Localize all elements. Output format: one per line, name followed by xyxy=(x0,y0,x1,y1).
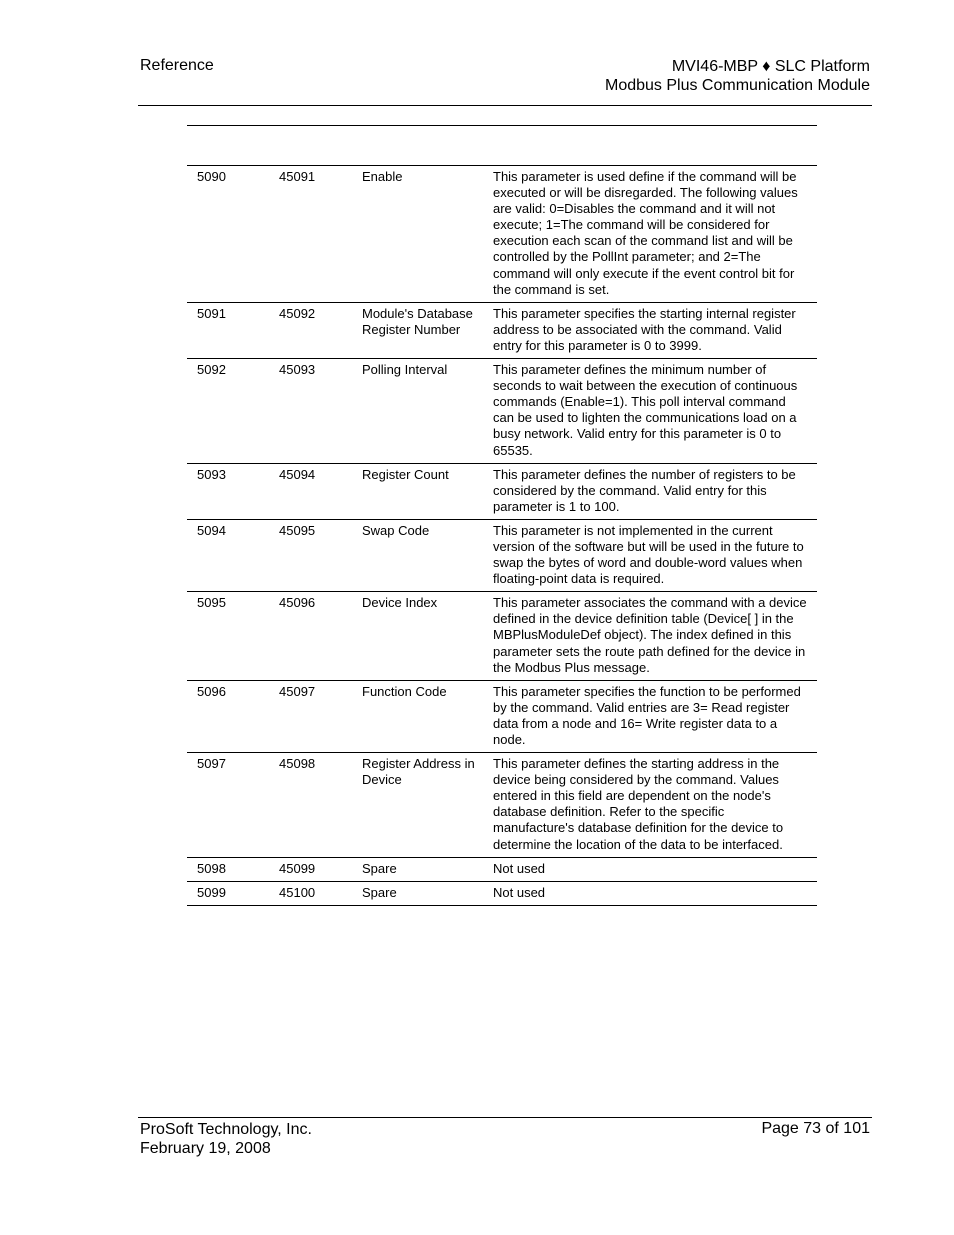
row-address: 45097 xyxy=(279,683,316,699)
row-address: 45093 xyxy=(279,362,316,378)
row-offset: 5098 xyxy=(197,860,226,876)
row-description: This parameter defines the starting address in the device being considered by the command. Values entered in this field are dependent on the node's database definition. Refer to the specific manufacture's database definition for the device to determine the location of the data to be interfaced. xyxy=(493,756,784,852)
row-offset: 5094 xyxy=(197,522,226,538)
row-description: This parameter associates the command with a device defined in the device definition table (Device[ ] in the MBPlusModuleDef object). The index defined in this parameter sets the route path defined for the device in the Modbus Plus message. xyxy=(493,595,807,675)
row-name: Module's Database Register Number xyxy=(362,305,473,337)
row-name: Function Code xyxy=(362,683,447,699)
header-divider xyxy=(138,105,872,106)
row-name: Device Index xyxy=(362,595,438,611)
row-address: 45100 xyxy=(279,884,316,900)
table-top-divider xyxy=(187,125,817,126)
row-name: Swap Code xyxy=(362,522,430,538)
row-name: Spare xyxy=(362,884,397,900)
row-offset: 5099 xyxy=(197,884,226,900)
header-product-line: MVI46-MBP ♦ SLC Platform xyxy=(671,58,870,75)
row-name: Register Address in Device xyxy=(362,756,475,788)
row-description: Not used xyxy=(493,884,546,900)
table-row xyxy=(187,302,817,358)
row-address: 45095 xyxy=(279,522,316,538)
footer-date: February 19, 2008 xyxy=(140,1140,271,1157)
row-description: This parameter specifies the function to be performed by the command. Valid entries are 3= Read register data from a node and 16= Write register data to a node. xyxy=(493,683,801,747)
table-row xyxy=(187,753,817,858)
row-name: Polling Interval xyxy=(362,362,448,378)
row-address: 45092 xyxy=(279,305,316,321)
row-description: Not used xyxy=(493,860,546,876)
row-description: This parameter is used define if the command will be executed or will be disregarded. The following values are valid: 0=Disables the command and it will not execute; 1=The command will be considered for execution each scan of the command list and will be controlled by the PollInt parameter; and 2=The command will only execute if the event control bit for the command is set. xyxy=(493,169,798,297)
table-row xyxy=(187,166,817,303)
table-row xyxy=(187,519,817,591)
header-product xyxy=(605,57,870,95)
row-address: 45098 xyxy=(279,756,316,772)
footer-divider xyxy=(138,1117,872,1118)
footer-company: ProSoft Technology, Inc. xyxy=(140,1121,312,1138)
row-description: This parameter defines the minimum number of seconds to wait between the execution of continuous commands (Enable=1). This poll interval command can be used to lighten the communications load on a busy network. Valid entry for this parameter is 0 to 65535. xyxy=(493,362,798,458)
row-description: This parameter specifies the starting internal register address to be associated with the command. Valid entry for this parameter is 0 to 3999. xyxy=(493,305,796,353)
header-section-title: Reference xyxy=(140,57,214,74)
row-offset: 5090 xyxy=(197,169,226,184)
footer-left xyxy=(140,1120,312,1158)
parameter-table xyxy=(187,165,817,906)
row-offset: 5091 xyxy=(197,305,226,321)
table-row xyxy=(187,857,817,881)
table-row xyxy=(187,881,817,905)
row-address: 45099 xyxy=(279,860,316,876)
row-offset: 5096 xyxy=(197,683,226,699)
row-offset: 5092 xyxy=(197,362,226,378)
row-address: 45094 xyxy=(279,466,316,482)
row-name: Spare xyxy=(362,860,397,876)
header-product-name: Modbus Plus Communication Module xyxy=(604,77,870,94)
row-address: 45096 xyxy=(279,595,316,611)
footer-page-number: Page 73 of 101 xyxy=(761,1120,870,1137)
table-row xyxy=(187,359,817,464)
row-address: 45091 xyxy=(279,169,316,184)
row-description: This parameter defines the number of registers to be considered by the command. Valid entry for this parameter is 1 to 100. xyxy=(493,466,796,514)
row-description: This parameter is not implemented in the current version of the software but will be used in the future to swap the bytes of word and double-word values when floating-point data is required. xyxy=(493,522,804,587)
row-name: Register Count xyxy=(362,466,449,482)
table-row xyxy=(187,463,817,519)
row-offset: 5095 xyxy=(197,595,226,611)
table-row xyxy=(187,680,817,752)
row-offset: 5097 xyxy=(197,756,226,772)
row-name: Enable xyxy=(362,169,403,184)
row-offset: 5093 xyxy=(197,466,226,482)
table-row xyxy=(187,592,817,680)
